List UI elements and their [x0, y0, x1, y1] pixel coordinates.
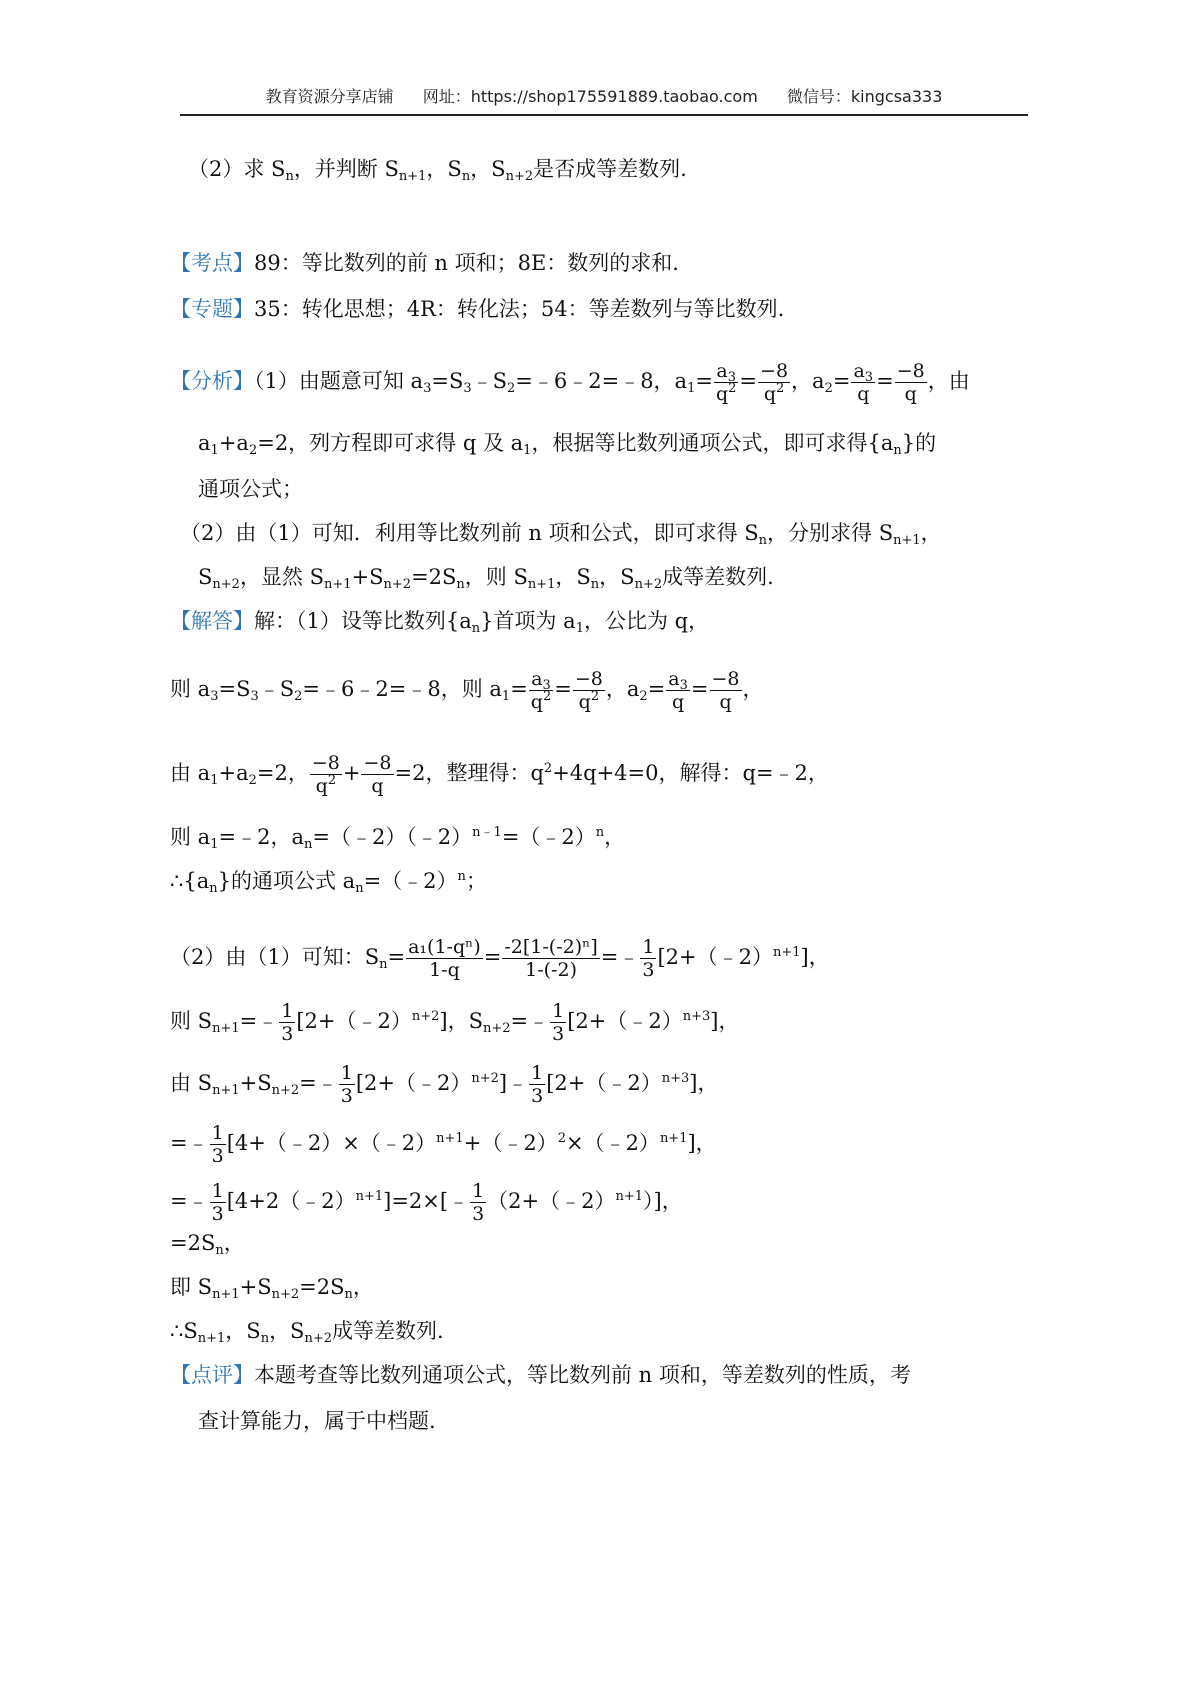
fraction: $\frac{a_3}{q}$ — [853, 360, 874, 405]
jieda-line-6: （2）由（1）可知：$S_n=$ $\frac{\text{a₁(1-qⁿ)}}{1-q}$ = $\frac{\text{-2[1-(-2)ⁿ]}}{1-(-2)}$ =﹣ $\frac{1}{3}$ [2+（﹣2）$^{n+1}$]， — [170, 936, 830, 981]
fenxi-line-5: $S_{n+2}$，显然 $S_{n+1}+S_{n+2}=2S_n$，则 $S_{n+1}$，$S_n$，$S_{n+2}$成等差数列. — [198, 565, 774, 592]
jieda-line-3: 由 $a_1+a_2=2$， $\frac{-8}{q^2}$ + $\frac{-8}{q}$ =2，整理得：$q^2+4q+4=0$，解得：q=﹣2， — [170, 752, 829, 797]
fraction: $\frac{\text{-2[1-(-2)ⁿ]}}{1-(-2)}$ — [504, 936, 598, 981]
fraction: $\frac{1}{3}$ — [531, 1062, 544, 1107]
dianping-line-1: 【点评】本题考查等比数列通项公式，等比数列前 n 项和，等差数列的性质，考 — [170, 1363, 911, 1387]
question-2: （2）求 $S_n$，并判断 $S_{n+1}$，$S_n$，$S_{n+2}$是否成等差数列. — [188, 157, 687, 184]
jieda-line-9: =﹣ $\frac{1}{3}$ [4+（﹣2）×（﹣2）$^{n+1}$+（﹣2）$^2$×（﹣2）$^{n+1}$]， — [170, 1122, 717, 1167]
header-url: 网址：https://shop175591889.taobao.com — [422, 87, 758, 106]
page-header — [180, 84, 1028, 116]
fraction: $\frac{a_3}{q^2}$ — [715, 360, 737, 405]
jieda-line-4: 则 $a_1=﹣2$，$a_n=(﹣2)(﹣2)^{n﹣1}=(﹣2)^n$， — [170, 825, 626, 852]
dianping-line-2: 查计算能力，属于中档题. — [198, 1409, 436, 1433]
jieda-line-5: $\therefore\{a_n\}$的通项公式 $a_n=(﹣2)^n$； — [170, 869, 487, 896]
zhuanti-line — [170, 294, 784, 324]
fraction: $\frac{a_3}{q}$ — [668, 668, 688, 713]
fraction: $\frac{1}{3}$ — [552, 1000, 565, 1045]
fraction: $\frac{1}{3}$ — [281, 1000, 294, 1045]
zhuanti-text: 35：转化思想；4R：转化法；54：等差数列与等比数列. — [254, 297, 785, 321]
fraction: $\frac{a_3}{q^2}$ — [530, 668, 552, 713]
fraction: $\frac{1}{3}$ — [211, 1180, 224, 1225]
jieda-line-10: =﹣ $\frac{1}{3}$ [4+2（﹣2）$^{n+1}$]=2×[﹣ $\frac{1}{3}$ （2+（﹣2）$^{n+1}$）]， — [170, 1180, 683, 1225]
jieda-line-7: 则 $S_{n+1}=﹣$ $\frac{1}{3}$ [2+（﹣2）$^{n+2}$]，$S_{n+2}=﹣$ $\frac{1}{3}$ [2+（﹣2）$^{n+3}$]， — [170, 1000, 740, 1045]
fenxi-line-3: 通项公式； — [198, 477, 303, 501]
fenxi-tag: 【分析】 — [170, 369, 254, 393]
fraction: $\frac{-8}{q^2}$ — [574, 668, 603, 713]
jieda-line-11: $=2S_n$， — [170, 1231, 245, 1258]
kaodian-text: 89：等比数列的前 n 项和；8E：数列的求和. — [254, 251, 679, 275]
fraction: $\frac{-8}{q^2}$ — [311, 752, 340, 797]
fraction: $\frac{-8}{q}$ — [363, 752, 392, 797]
fenxi-line-4: （2）由（1）可知．利用等比数列前 n 项和公式，即可求得 $S_n$，分别求得 $S_{n+1}$， — [180, 521, 942, 548]
header-shop: 教育资源分享店铺 — [265, 87, 394, 106]
fraction: $\frac{1}{3}$ — [340, 1062, 353, 1107]
kaodian-tag: 【考点】 — [170, 251, 254, 275]
jieda-line-2: 则 $a_3=S_3﹣S_2=﹣6﹣2=﹣8$，则 $a_1=$ $\frac{a_3}{q^2}$ = $\frac{-8}{q^2}$ ，$a_2=$ $\frac{a_3}{q}$ = $\frac{-8}{q}$ ， — [170, 668, 764, 713]
fraction: $\frac{-8}{q^2}$ — [760, 360, 789, 405]
fraction: $\frac{1}{3}$ — [211, 1122, 224, 1167]
fraction: $\frac{-8}{q}$ — [896, 360, 925, 405]
fraction: $\frac{\text{a₁(1-qⁿ)}}{1-q}$ — [408, 936, 481, 981]
fenxi-line-2: $a_1+a_2=2$，列方程即可求得 q 及 $a_1$，根据等比数列通项公式，即可求得$\{a_n\}$的 — [198, 431, 937, 458]
dianping-tag: 【点评】 — [170, 1363, 254, 1387]
jieda-tag: 【解答】 — [170, 609, 254, 633]
jieda-line-13: $\therefore S_{n+1}$，$S_n$，$S_{n+2}$成等差数列. — [170, 1319, 444, 1346]
header-wechat: 微信号：kingcsa333 — [786, 87, 943, 106]
jieda-line-12: 即 $S_{n+1}+S_{n+2}=2S_n$， — [170, 1275, 374, 1302]
jieda-line-1: 【解答】解：（1）设等比数列$\{a_n\}$首项为 $a_1$，公比为 q， — [170, 609, 710, 636]
jieda-line-8: 由 $S_{n+1}+S_{n+2}=﹣$ $\frac{1}{3}$ [2+（﹣2）$^{n+2}$]﹣ $\frac{1}{3}$ [2+（﹣2）$^{n+3}$]， — [170, 1062, 719, 1107]
fraction: $\frac{-8}{q}$ — [711, 668, 740, 713]
zhuanti-tag: 【专题】 — [170, 297, 254, 321]
fraction: $\frac{1}{3}$ — [642, 936, 655, 981]
kaodian-line — [170, 248, 679, 278]
fraction: $\frac{1}{3}$ — [472, 1180, 485, 1225]
fenxi-line-1: 【分析】（1）由题意可知 $a_3=S_3﹣S_2=﹣6﹣2=﹣8$，$a_1=$ $\frac{a_3}{q^2}$ = $\frac{-8}{q^2}$ ，$a_2=$ $\frac{a_3}{q}$ = $\frac{-8}{q}$ ，由 — [170, 360, 970, 405]
